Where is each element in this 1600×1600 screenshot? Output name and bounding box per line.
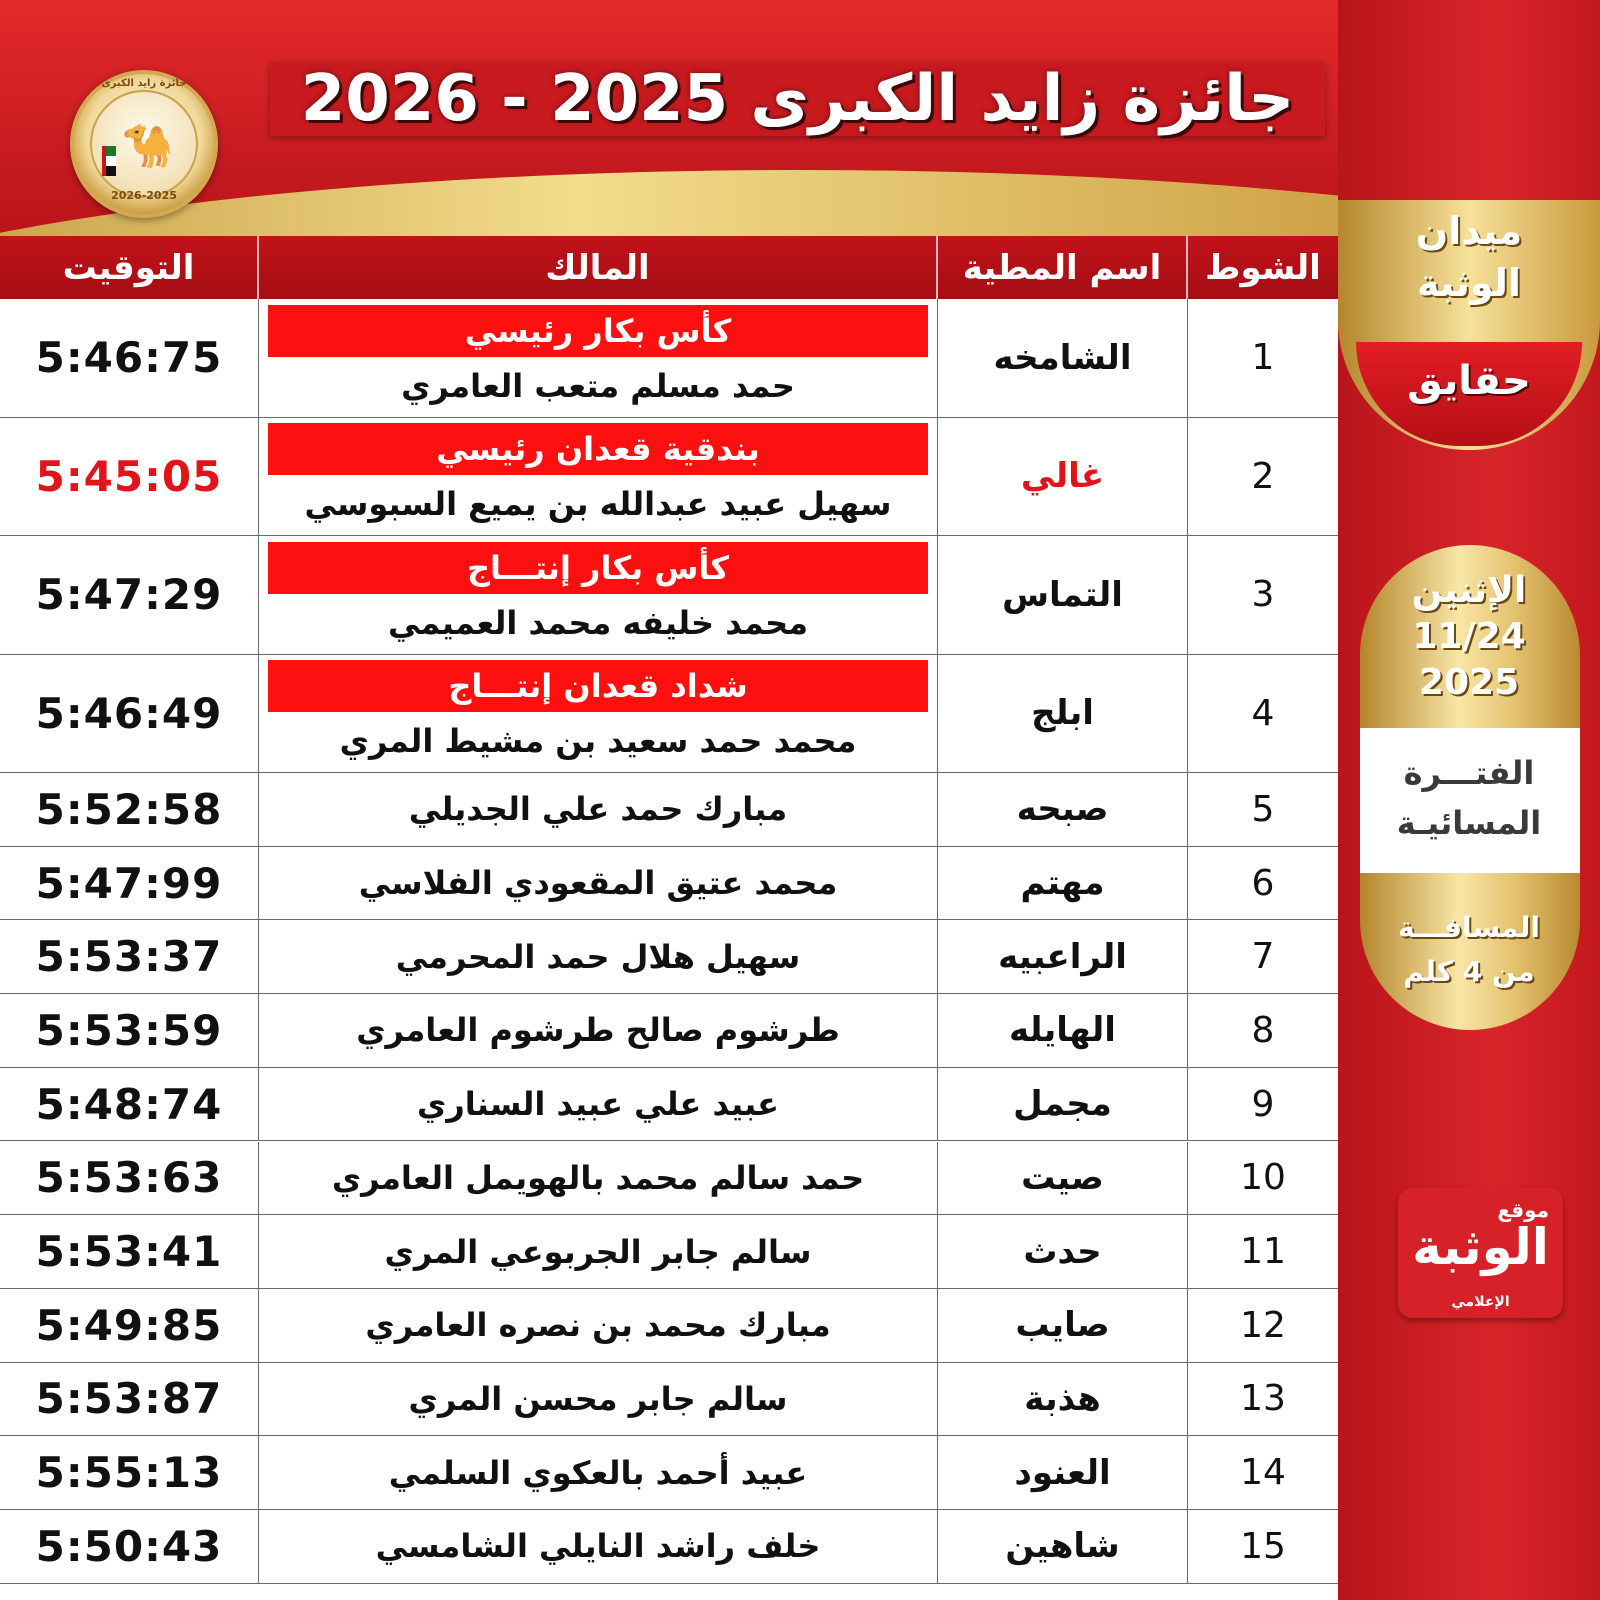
race-date-value: 11/24: [1412, 616, 1526, 657]
cell-race-no: 15: [1240, 1525, 1286, 1567]
cell-owner: [259, 847, 938, 920]
page-title: جائزة زايد الكبرى 2025 - 2026: [300, 62, 1295, 136]
cell-race-no: 7: [1251, 936, 1275, 978]
owner-name: خلف راشد النايلي الشامسي: [375, 1527, 821, 1566]
cell-owner: [259, 1215, 938, 1288]
cell-owner: [259, 536, 938, 654]
owner-name: محمد عتيق المقعودي الفلاسي: [358, 864, 838, 903]
cell-time: 5:45:05: [0, 418, 259, 536]
cell-owner: [259, 1289, 938, 1362]
owner-name: محمد خليفه محمد العميمي: [387, 603, 809, 642]
cell-camel-name: صبحه: [938, 773, 1188, 846]
table-row: [0, 1289, 1338, 1363]
uae-flag-icon: [102, 146, 116, 176]
cell-race-no: 5: [1251, 788, 1275, 830]
owner-name: سهيل هلال حمد المحرمي: [395, 937, 801, 976]
cell-race-no: 14: [1240, 1452, 1286, 1494]
cell-race-no: 4: [1251, 692, 1275, 734]
owner-name: طرشوم صالح طرشوم العامري: [356, 1011, 840, 1050]
site-logo-small-text: موقع: [1497, 1198, 1549, 1222]
owner-name: حمد سالم محمد بالهويمل العامري: [331, 1158, 865, 1197]
table-row: [0, 1068, 1338, 1142]
camel-icon: 🐪: [121, 121, 175, 170]
cell-time: 5:50:43: [0, 1510, 259, 1583]
owner-name: سالم جابر محسن المري: [408, 1379, 788, 1418]
cell-time: 5:48:74: [0, 1068, 259, 1141]
cell-time: 5:53:37: [0, 920, 259, 993]
table-row: [0, 847, 1338, 921]
award-label: كأس بكار رئيسي: [268, 305, 928, 357]
column-header-owner: المالك: [259, 236, 938, 299]
cell-camel-name: العنود: [938, 1436, 1188, 1509]
cell-race-no: 8: [1251, 1009, 1275, 1051]
cell-owner: [259, 655, 938, 773]
site-logo-sub-text: الإعلامي: [1451, 1294, 1510, 1310]
cell-race-no: 9: [1251, 1083, 1275, 1125]
race-field: [1338, 205, 1600, 309]
column-header-time: التوقيت: [0, 236, 259, 299]
cell-owner: [259, 1510, 938, 1583]
race-distance-line2: من 4 كلم: [1403, 955, 1535, 988]
owner-name: مبارك محمد بن نصره العامري: [365, 1306, 831, 1345]
cell-camel-name: هذبة: [938, 1363, 1188, 1436]
award-label: بندقية قعدان رئيسي: [268, 423, 928, 475]
table-row: [0, 1363, 1338, 1437]
owner-name: سالم جابر الجربوعي المري: [384, 1232, 812, 1271]
race-date: [1338, 568, 1600, 706]
cell-time: 5:53:59: [0, 994, 259, 1067]
cell-time: 5:52:58: [0, 773, 259, 846]
cell-owner: [259, 1068, 938, 1141]
cell-owner: [259, 773, 938, 846]
cell-owner: [259, 418, 938, 536]
cell-time: 5:53:41: [0, 1215, 259, 1288]
cell-time: 5:53:63: [0, 1142, 259, 1215]
race-period-line1: الفتـــرة: [1403, 754, 1535, 792]
cell-race-no: 2: [1251, 455, 1275, 497]
table-row: [0, 299, 1338, 418]
cell-owner: [259, 1363, 938, 1436]
logo-years: 2026-2025: [111, 189, 177, 202]
race-category: حقايق: [1407, 358, 1531, 404]
race-distance: [1338, 906, 1600, 994]
cell-camel-name: الهايله: [938, 994, 1188, 1067]
title-banner: [270, 62, 1325, 136]
owner-name: عبيد علي عبيد السناري: [416, 1085, 780, 1124]
owner-name: حمد مسلم متعب العامري: [401, 366, 795, 405]
site-logo: [1398, 1188, 1563, 1318]
cell-camel-name: الراعبيه: [938, 920, 1188, 993]
logo-ring-text: جائزة زايد الكبرى: [101, 78, 187, 89]
column-header-race-no: الشوط: [1205, 247, 1321, 288]
cell-time: 5:53:87: [0, 1363, 259, 1436]
table-row: [0, 1510, 1338, 1584]
cell-camel-name: شاهين: [938, 1510, 1188, 1583]
cell-owner: [259, 1142, 938, 1215]
cell-race-no: 3: [1251, 574, 1275, 616]
cell-camel-name: التماس: [938, 536, 1188, 654]
race-day: الإثنين: [1411, 570, 1527, 611]
award-label: كأس بكار إنتـــاج: [268, 542, 928, 594]
results-table: [0, 236, 1338, 1600]
cell-race-no: 10: [1240, 1157, 1286, 1199]
race-field-line1: ميدان: [1415, 209, 1523, 253]
table-row: [0, 994, 1338, 1068]
logo-inner-circle: [90, 90, 198, 198]
prize-logo: [70, 70, 218, 218]
cell-owner: [259, 994, 938, 1067]
cell-camel-name: الشامخه: [938, 299, 1188, 417]
race-distance-line1: المسافـــة: [1398, 911, 1540, 944]
column-header-camel: اسم المطية: [938, 236, 1188, 299]
cell-race-no: 13: [1240, 1378, 1286, 1420]
race-period: [1338, 748, 1600, 848]
cell-owner: [259, 299, 938, 417]
cell-owner: [259, 1436, 938, 1509]
table-row: [0, 1436, 1338, 1510]
owner-name: عبيد أحمد بالعكوي السلمي: [388, 1453, 808, 1492]
cell-camel-name: مهتم: [938, 847, 1188, 920]
cell-time: 5:55:13: [0, 1436, 259, 1509]
cell-time: 5:46:75: [0, 299, 259, 417]
cell-race-no: 11: [1240, 1231, 1286, 1273]
owner-name: محمد حمد سعيد بن مشيط المري: [339, 722, 857, 761]
table-row: [0, 655, 1338, 774]
cell-time: 5:46:49: [0, 655, 259, 773]
table-row: [0, 773, 1338, 847]
cell-camel-name: حدث: [938, 1215, 1188, 1288]
cell-camel-name: ابلج: [938, 655, 1188, 773]
cell-time: 5:47:99: [0, 847, 259, 920]
site-logo-name: الوثبة: [1412, 1218, 1549, 1276]
table-header: [0, 236, 1338, 299]
owner-name: سهيل عبيد عبدالله بن يميع السبوسي: [304, 485, 892, 524]
cell-time: 5:47:29: [0, 536, 259, 654]
table-row: [0, 536, 1338, 655]
award-label: شداد قعدان إنتـــاج: [268, 660, 928, 712]
owner-name: مبارك حمد علي الجديلي: [408, 790, 788, 829]
race-field-line2: الوثبة: [1417, 261, 1521, 305]
cell-owner: [259, 920, 938, 993]
table-row: [0, 1215, 1338, 1289]
cell-camel-name: صايب: [938, 1289, 1188, 1362]
race-year: 2025: [1418, 662, 1520, 703]
cell-camel-name: غالي: [938, 418, 1188, 536]
cell-race-no: 6: [1251, 862, 1275, 904]
race-period-line2: المسائيـة: [1396, 804, 1542, 842]
cell-camel-name: صيت: [938, 1142, 1188, 1215]
cell-time: 5:49:85: [0, 1289, 259, 1362]
cell-race-no: 12: [1240, 1304, 1286, 1346]
table-row: [0, 920, 1338, 994]
sidebar: [1338, 0, 1600, 1600]
cell-race-no: 1: [1251, 337, 1275, 379]
table-row: [0, 1142, 1338, 1216]
cell-camel-name: مجمل: [938, 1068, 1188, 1141]
table-row: [0, 418, 1338, 537]
